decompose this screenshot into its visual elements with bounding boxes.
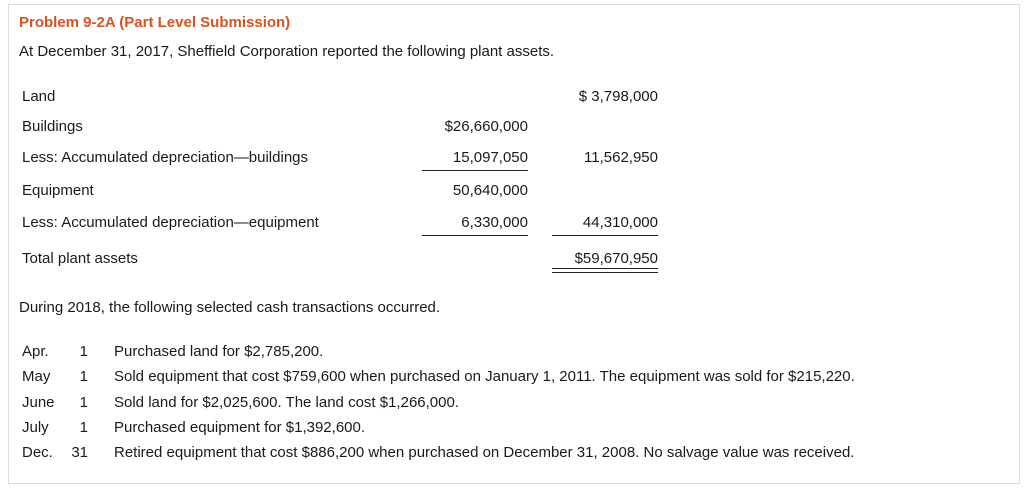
row-label-total: Total plant assets [22, 250, 138, 267]
txn-description: Sold land for $2,025,600. The land cost $1,266,000. [114, 394, 459, 411]
txn-description: Sold equipment that cost $759,600 when purchased on January 1, 2011. The equipment was sold for $215,220. [114, 368, 855, 385]
txn-day: 1 [79, 343, 88, 360]
table-row [0, 214, 1024, 236]
total-plant-assets: $59,670,950 [574, 250, 658, 267]
txn-day: 31 [71, 444, 88, 461]
buildings-net: 11,562,950 [584, 149, 658, 166]
equipment-net: 44,310,000 [582, 214, 658, 231]
row-label-equipment: Equipment [22, 182, 94, 199]
underline-accum-dep-equipment [422, 235, 528, 236]
txn-month: May [22, 368, 51, 385]
table-row [0, 182, 1024, 204]
accum-dep-equipment: 6,330,000 [461, 214, 528, 231]
double-underline-total [552, 268, 658, 273]
row-label-accum-dep-equipment: Less: Accumulated depreciation—equipment [22, 214, 319, 231]
table-row [0, 250, 1024, 272]
underline-buildings [422, 170, 528, 171]
txn-day: 1 [79, 368, 88, 385]
problem-title: Problem 9-2A (Part Level Submission) [19, 14, 291, 31]
accum-dep-buildings: 15,097,050 [452, 149, 528, 166]
table-row [0, 149, 1024, 171]
txn-month: Dec. [22, 444, 53, 461]
equipment-cost: 50,640,000 [452, 182, 528, 199]
list-item [0, 444, 1024, 466]
list-item [0, 343, 1024, 365]
table-row [0, 88, 1024, 110]
table-row [0, 118, 1024, 140]
row-label-buildings: Buildings [22, 118, 83, 135]
problem-intro: At December 31, 2017, Sheffield Corporation reported the following plant assets. [19, 43, 555, 60]
row-label-accum-dep-buildings: Less: Accumulated depreciation—buildings [22, 149, 309, 166]
underline-equipment-net [552, 235, 658, 236]
txn-month: July [22, 419, 49, 436]
row-label-land: Land [22, 88, 56, 105]
txn-description: Purchased land for $2,785,200. [114, 343, 324, 360]
land-value: $ 3,798,000 [578, 88, 658, 105]
txn-description: Purchased equipment for $1,392,600. [114, 419, 366, 436]
txn-day: 1 [79, 419, 88, 436]
txn-description: Retired equipment that cost $886,200 when purchased on December 31, 2008. No salvage value was received. [114, 444, 855, 461]
txn-month: Apr. [22, 343, 49, 360]
list-item [0, 368, 1024, 390]
txn-day: 1 [79, 394, 88, 411]
txn-month: June [22, 394, 55, 411]
list-item [0, 394, 1024, 416]
buildings-cost: $26,660,000 [444, 118, 528, 135]
transactions-intro: During 2018, the following selected cash transactions occurred. [19, 299, 441, 316]
list-item [0, 419, 1024, 441]
